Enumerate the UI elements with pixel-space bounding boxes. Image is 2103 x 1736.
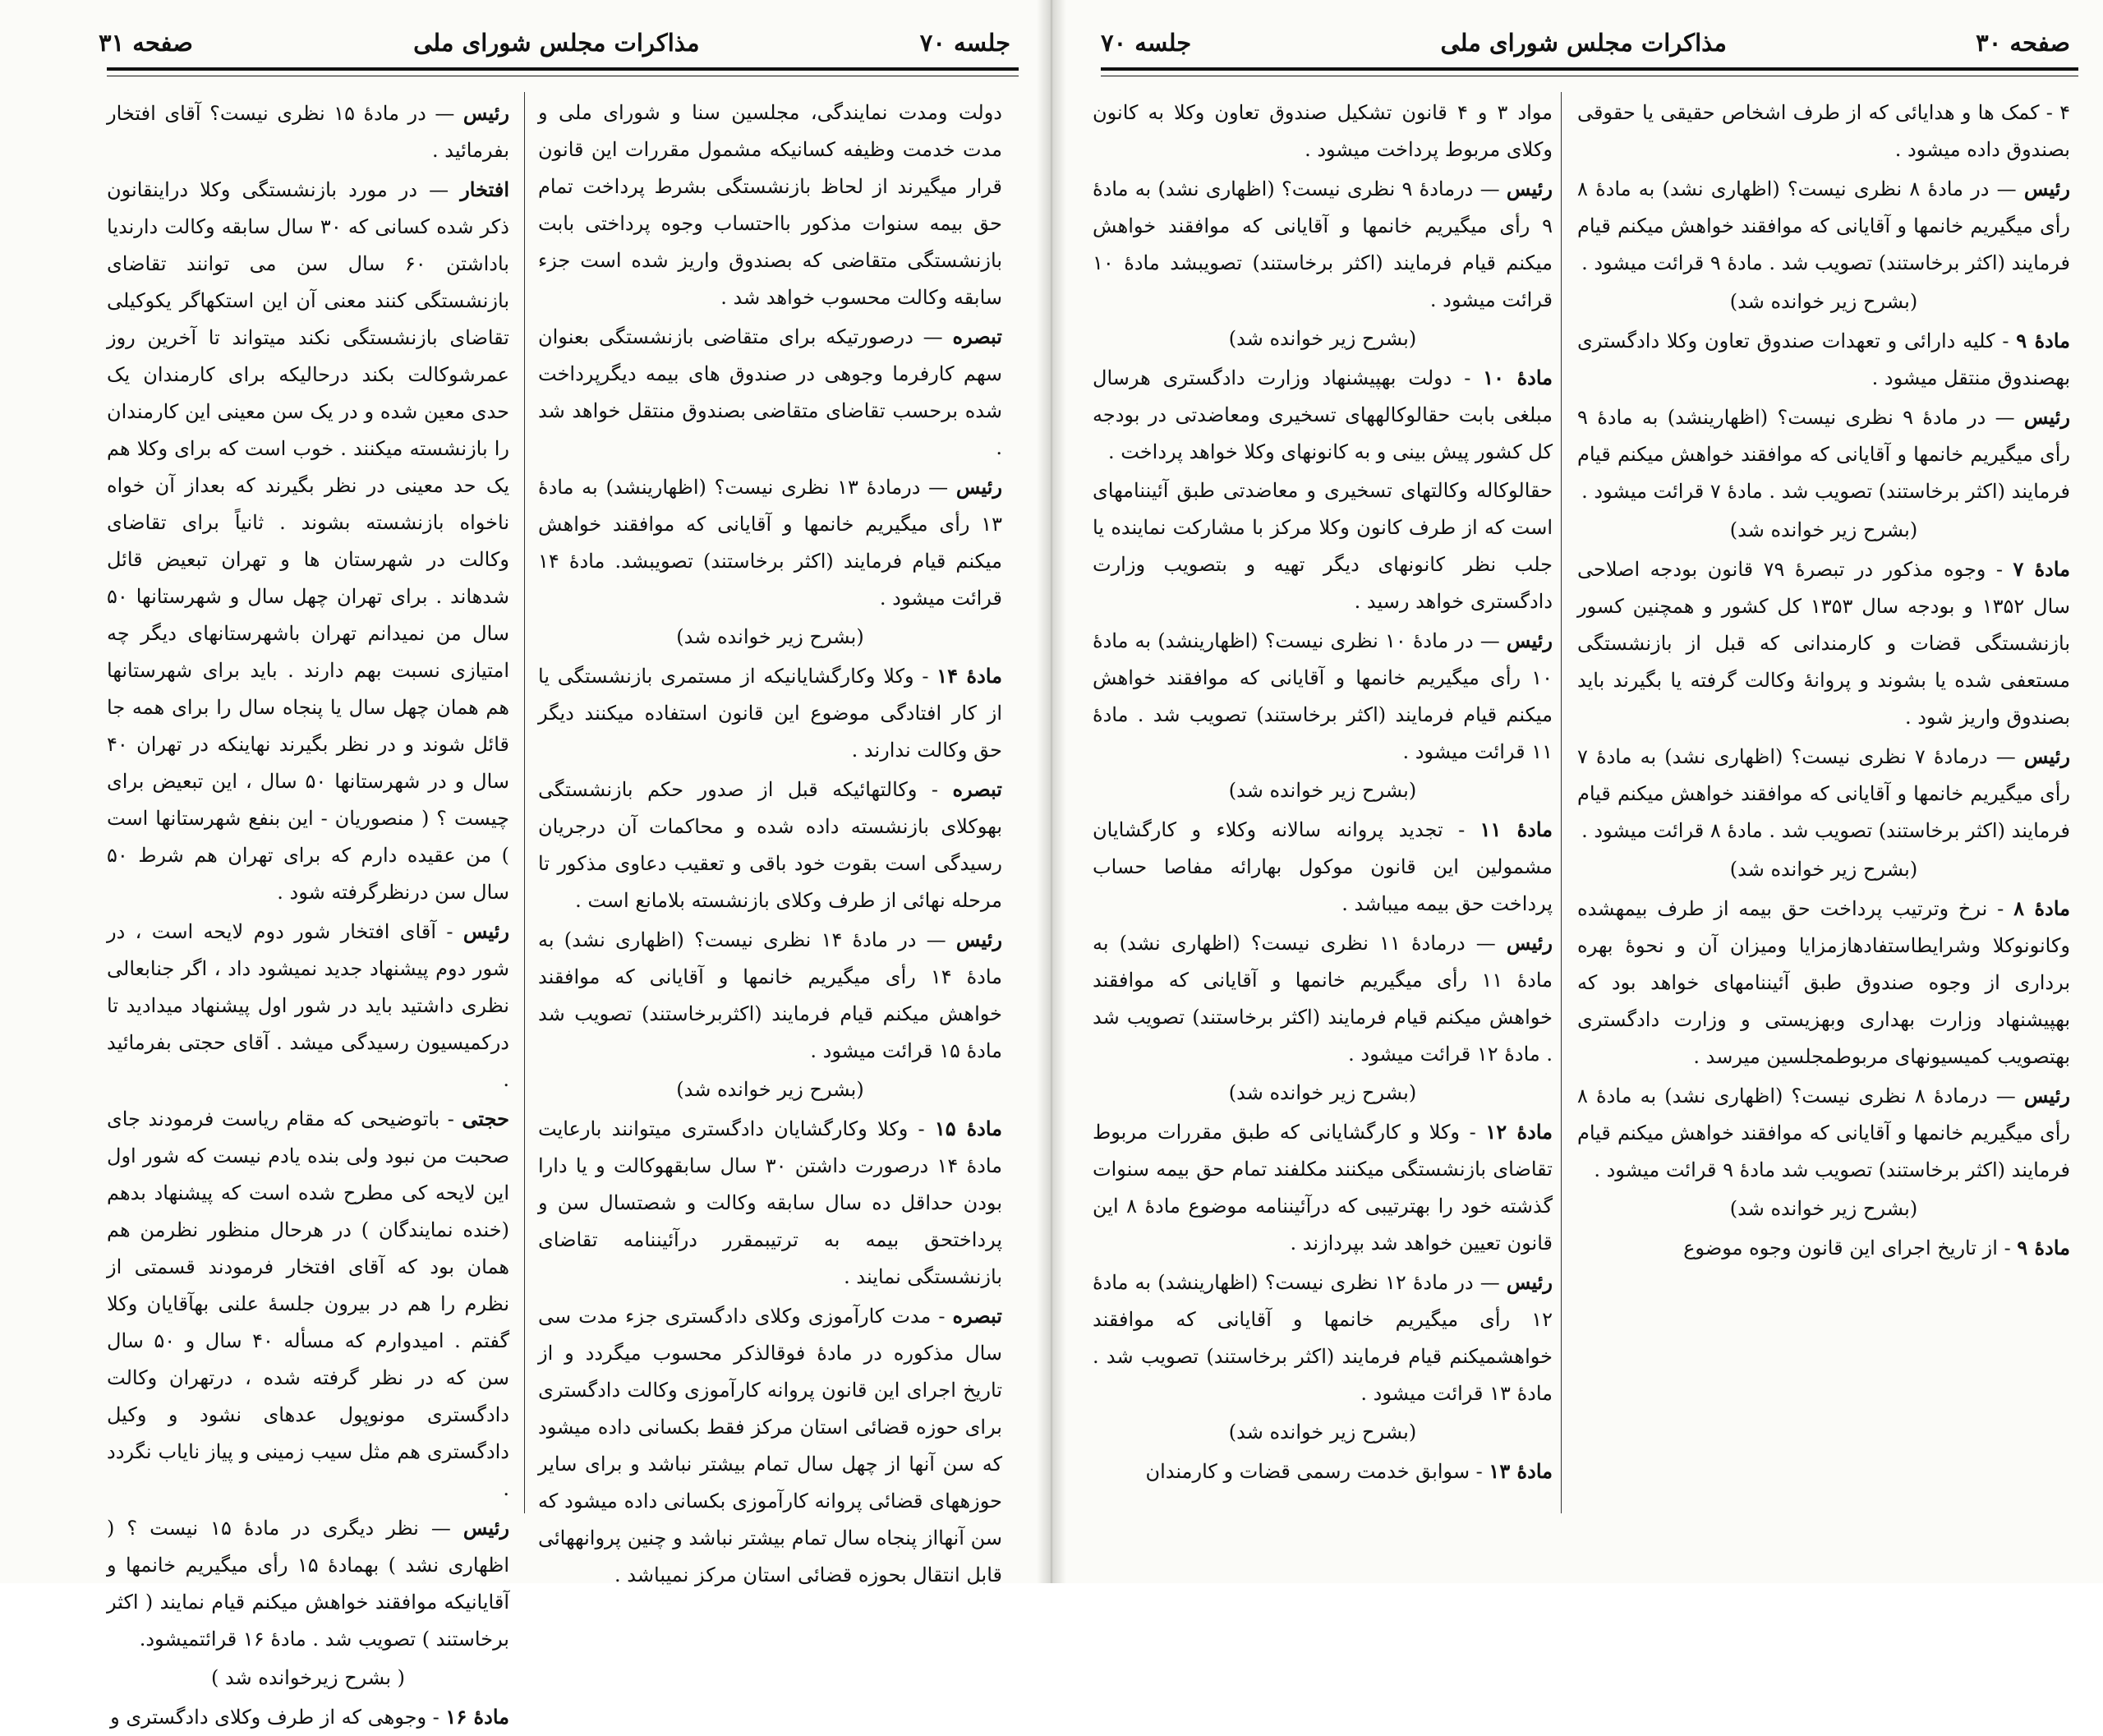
speaker-label: مادهٔ ۹ <box>2017 1236 2070 1259</box>
paragraph-text: - نرخ وترتیب پرداخت حق بیمه از طرف بیمهشده وکانونوکلا وشرایطاستفادهازمزایا ومیزان آن و نحوهٔ بهره برداری از وجوه صندوق طبق آئیننامهای خواهد بود که بهپیشنهاد وزارت بهداری وبهزیستی و وزارت دادگستری بهتصویب کمیسیونهای مربوطمجلسین میرسد . <box>1577 897 2070 1068</box>
paragraph <box>1577 890 2070 1075</box>
paragraph-text: - از تاریخ اجرای این قانون وجوه موضوع <box>1683 1236 2018 1259</box>
paragraph <box>1577 550 2070 736</box>
paragraph-text: — درمادهٔ ۹ نظری نیست؟ (اظهاری نشد) به مادهٔ ۹ رأی میگیریم خانمها و آقایانی که موافقند خواهش میکنم قیام فرمایند (اکثر برخاستند) تصویبشد مادهٔ ۱۰ قرائت میشود . <box>1093 177 1553 311</box>
paragraph-text: (بشرح زیر خوانده شد) <box>1729 858 1918 881</box>
paragraph-text: مواد ۳ و ۴ قانون تشکیل صندوق تعاون وکلا به کانون وکلای مربوط پرداخت میشود . <box>1093 101 1553 161</box>
book-gutter <box>1037 0 1066 1583</box>
paragraph-text: ( بشرح زیرخوانده شد ) <box>210 1666 406 1689</box>
speaker-label: رئیس <box>1506 1270 1553 1294</box>
paragraph-text: — در مادهٔ ۹ نظری نیست؟ (اظهارینشد) به مادهٔ ۹ رأی میگیریم خانمها و آقایانی که موافقند خواهش میکنم قیام فرمایند (اکثر برخاستند) تصویب شد . مادهٔ ۷ قرائت میشود . <box>1577 406 2070 503</box>
paragraph <box>1093 1075 1553 1112</box>
speaker-label: رئیس <box>462 919 509 943</box>
speaker-label: تبصره <box>952 325 1002 348</box>
paragraph-text: - وکلا و کارگشایانی که طبق مقررات مربوط تقاضای بازنشستگی میکنند مکلفند تمام حق بیمه سنوات گذشته خود را بهترتیبی که درآئیننامه موضوع مادهٔ ۸ این قانون تعیین خواهد شد بپردازند . <box>1093 1121 1553 1255</box>
paragraph-text: - دولت بهپیشنهاد وزارت دادگستری هرسال مبلغی بابت حقالوکالههای تسخیری ومعاضدتی در بودجه کل کشور پیش بینی و به کانونهای وکلا خواهد پرداخت . <box>1093 366 1553 463</box>
paragraph-text: — در مورد بازنشستگی وکلا دراینقانون ذکر شده کسانی که ۳۰ سال سابقه وکالت دارندیا باداشتن ۶۰ سال سن می توانند تقاضای بازنشستگی کنند معنی آن این استکهاگر یکوکیلی تقاضای بازنشستگی نکند میتواند تا آخرین روز عمرشوکالت بکند درحالیکه برای کارمندان یک حدی معین شده و در یک سن معینی این کارمندان را بازنشسته میکنند . خوب است که برای وکلا هم یک حد معینی در نظر بگیرند که بعداز آن خواه ناخواه بازنشسته بشوند . ثانیاً برای تقاضای وکالت در شهرستان ها و تهران تبعیض قائل شدهاند . برای تهران چهل سال و شهرستانها ۵۰ سال من نمیدانم تهران باشهرستانهای دیگر چه امتیازی نسبت بهم دارند . باید برای شهرستانها هم همان چهل سال یا پنجاه سال را برای همه جا قائل شوند و در نظر بگیرند نهاینکه در تهران ۴۰ سال و در شهرستانها ۵۰ سال ، این تبعیض برای چیست ؟ ( منصوریان - این بنفع شهرستانها است ) من عقیده دارم که برای تهران هم شرط ۵۰ سال سن درنظرگرفته شود . <box>107 178 509 904</box>
paragraph-text: حقالوکاله وکالتهای تسخیری و معاضدتی طبق آئیننامهای است که از طرف کانون وکلا مرکز با مشارکت نماینده یا جلب نظر کانونهای دیگر تهیه و بتصویب وزارت دادگستری خواهد رسید . <box>1093 479 1553 613</box>
session-number: جلسه ۷۰ <box>919 29 1010 57</box>
paragraph-text: دولت ومدت نمایندگی، مجلسین سنا و شورای ملی و مدت خدمت وظیفه کسانیکه مشمول مقررات این قانون قرار میگیرند از لحاظ بازنشستگی بشرط پرداخت تمام حق بیمه سنوات مذکور بااحتساب وجوه پرداختی بابت بازنشستگی متقاضی که بصندوق واریز شده است جزء سابقه وکالت محسوب خواهد شد . <box>538 101 1002 309</box>
session-number: جلسه ۷۰ <box>1101 29 1192 57</box>
paragraph <box>1093 772 1553 809</box>
paragraph <box>1093 94 1553 168</box>
paragraph-text: - وکلا وکارگشایان دادگستری میتوانند بارعایت مادهٔ ۱۴ درصورت داشتن ۳۰ سال سابقهوکالت و یا دارا بودن حداقل ده سال سابقه وکالت و شصتسال سن و پرداختحق بیمه به ترتیبمقرر درآئیننامه تقاضای بازنشستگی نمایند . <box>538 1117 1002 1288</box>
page-30 <box>1052 0 2103 1583</box>
paragraph <box>538 1297 1002 1594</box>
page-31 <box>0 0 1052 1729</box>
text-column-left <box>107 94 509 1729</box>
speaker-label: مادهٔ ۱۲ <box>1485 1120 1553 1144</box>
header-rule <box>1101 67 2078 71</box>
paragraph-text: - مدت کارآموزی وکلای دادگستری جزء مدت سی سال مذکوره در مادهٔ فوقالذکر محسوب میگردد و از تاریخ اجرای این قانون پروانه کارآموزی وکالت دادگستری برای حوزه قضائی استان مرکز فقط بکسانی داده میشود که سن آنها از چهل سال تمام بیشتر نباشد و برای سایر حوزههای قضائی پروانه کارآموزی بکسانی داده میشود که سن آنهااز پنجاه سال تمام بیشتر نباشد و چنین پروانههائی قابل انتقال بحوزه قضائی استان مرکز نمیباشد . <box>538 1305 1002 1586</box>
column-divider <box>1561 92 1562 1513</box>
paragraph <box>107 171 509 911</box>
page-header <box>99 25 1010 61</box>
paragraph-text: — در مادهٔ ۱۴ نظری نیست؟ (اظهاری نشد) به مادهٔ ۱۴ رأی میگیریم خانمها و آقایانی که موافقند خواهش میکنم قیام فرمایند (اکثربرخاستند) تصویب شد مادهٔ ۱۵ قرائت میشود . <box>538 928 1002 1062</box>
paragraph-text: (بشرح زیر خوانده شد) <box>1228 327 1417 350</box>
speaker-label: مادهٔ ۷ <box>2013 557 2070 581</box>
paragraph <box>1093 924 1553 1073</box>
page-header <box>1101 25 2070 61</box>
paragraph <box>1577 851 2070 888</box>
paragraph <box>1093 1264 1553 1412</box>
paragraph-text: — در مادهٔ ۱۲ نظری نیست؟ (اظهارینشد) به مادهٔ ۱۲ رأی میگیریم خانمها و آقایانی که موافقند خواهشمیکنم قیام فرمایند (اکثر برخاستند) تصویب شد . مادهٔ ۱۳ قرائت میشود . <box>1093 1271 1553 1405</box>
paragraph-text: (بشرح زیر خوانده شد) <box>1729 518 1918 541</box>
paragraph-text: - وجوهی که از طرف وکلای دادگستری و <box>110 1706 446 1729</box>
paragraph <box>1577 322 2070 397</box>
paragraph-text: (بشرح زیر خوانده شد) <box>1228 779 1417 802</box>
speaker-label: رئیس <box>2023 744 2071 768</box>
paragraph <box>1577 738 2070 850</box>
paragraph-text: - وکالتهائیکه قبل از صدور حکم بازنشستگی بهوکلای بازنشسته داده شده و محاکمات آن درجریان رسیدگی است بقوت خود باقی و تعقیب دعاوی مذکور تا مرحله نهائی از طرف وکلای بازنشسته بلامانع است . <box>538 778 1002 912</box>
speaker-label: حجتی <box>462 1107 509 1130</box>
paragraph <box>1577 94 2070 168</box>
paragraph-text: - تجدید پروانه سالانه وکلاء و کارگشایان مشمولین این قانون موکول بهارائه مفاصا حساب پرداخت حق بیمه میباشد . <box>1093 818 1553 915</box>
speaker-label: رئیس <box>955 475 1003 499</box>
speaker-label: رئیس <box>2023 405 2070 429</box>
paragraph <box>538 1110 1002 1296</box>
paragraph <box>1093 1113 1553 1262</box>
page-number: صفحه ۳۰ <box>1976 29 2070 57</box>
paragraph <box>107 1509 509 1658</box>
paragraph-text: - وکلا وکارگشایانیکه از مستمری بازنشستگی یا از کار افتادگی موضوع این قانون استفاده میکنند دیگر حق وکالت ندارند . <box>538 665 1002 762</box>
paragraph <box>1093 811 1553 923</box>
speaker-label: تبصره <box>952 1304 1002 1328</box>
paragraph <box>1093 472 1553 620</box>
speaker-label: مادهٔ ۱۵ <box>934 1117 1002 1140</box>
speaker-label: مادهٔ ۹ <box>2016 329 2070 352</box>
speaker-label: افتخار <box>460 177 509 201</box>
paragraph <box>1093 1453 1553 1490</box>
paragraph <box>107 1698 509 1736</box>
paragraph-text: (بشرح زیر خوانده شد) <box>1729 290 1918 313</box>
paragraph <box>538 619 1002 656</box>
text-column-right <box>1577 94 2070 1517</box>
paragraph <box>1577 283 2070 320</box>
paragraph-text: - آقای افتخار شور دوم لایحه است ، در شور دوم پیشنهاد جدید نمیشود داد ، اگر جنابعالی نظری داشتید باید در شور اول پیشنهاد میدادید تا درکمیسیون رسیدگی میشد . آقای حجتی بفرمائید . <box>107 920 509 1091</box>
speaker-label: مادهٔ ۱۰ <box>1483 366 1553 389</box>
page-number: صفحه ۳۱ <box>99 29 193 57</box>
paragraph <box>107 1100 509 1508</box>
speaker-label: رئیس <box>2023 177 2070 200</box>
paragraph <box>1093 320 1553 357</box>
paragraph-text: — در مادهٔ ۸ نظری نیست؟ (اظهاری نشد) به مادهٔ ۸ رأی میگیریم خانمها و آقایانی که موافقند خواهش میکنم قیام فرمایند (اکثر برخاستند) تصویب شد . مادهٔ ۹ قرائت میشود . <box>1577 177 2070 274</box>
paragraph <box>1577 1190 2070 1227</box>
paragraph-text: ۴ - کمک ها و هدایائی که از طرف اشخاص حقیقی یا حقوقی بصندوق داده میشود . <box>1577 101 2070 161</box>
paragraph-text: — درمادهٔ ۱۳ نظری نیست؟ (اظهارینشد) به مادهٔ ۱۳ رأی میگیریم خانمها و آقایانی که موافقند خواهش میکنم قیام فرمایند (اکثر برخاستند) تصویبشد. مادهٔ ۱۴ قرائت میشود . <box>538 476 1002 610</box>
speaker-label: رئیس <box>462 1516 509 1540</box>
paragraph-text: — در مادهٔ ۱۰ نظری نیست؟ (اظهارینشد) به مادهٔ ۱۰ رأی میگیریم خانمها و آقایانی که موافقند خواهش میکنم قیام فرمایند (اکثر برخاستند) تصویب شد . مادهٔ ۱۱ قرائت میشود . <box>1093 629 1553 763</box>
speaker-label: رئیس <box>955 928 1002 951</box>
speaker-label: رئیس <box>1506 931 1553 955</box>
paragraph <box>1093 1414 1553 1451</box>
paragraph-text: - سوابق خدمت رسمی قضات و کارمندان <box>1145 1460 1489 1483</box>
paragraph-text: — درمادهٔ ۸ نظری نیست؟ (اظهاری نشد) به مادهٔ ۸ رأی میگیریم خانمها و آقایانی که موافقند خواهش میکنم قیام فرمایند (اکثر برخاستند) تصویب شد مادهٔ ۹ قرائت میشود . <box>1577 1084 2070 1181</box>
speaker-label: مادهٔ ۸ <box>2013 896 2070 920</box>
paragraph-text: - وجوه مذکور در تبصرهٔ ۷۹ قانون بودجه اصلاحی سال ۱۳۵۲ و بودجه سال ۱۳۵۳ کل کشور و همچنین کسور بازنشستگی قضات و کارمندانی که قبل از بازنشستگی مستعفی شده یا بشوند و پروانهٔ وکالت گرفته یا بگیرند باید بصندوق واریز شود . <box>1577 558 2071 729</box>
paragraph-text: - باتوضیحی که مقام ریاست فرمودند جای صحبت من نبود ولی بنده یادم نیست که شور اول این لایحه کی مطرح شده است که پیشنهاد بدهم (خنده نمایندگان ) در هرحال منظور نظرمن هم همان بود که آقای افتخار فرمودند قسمتی از نظرم را هم در بیرون جلسهٔ علنی بهآقایان وکلا گفتم . امیدوارم که مسأله ۴۰ سال و ۵۰ سال سن که در نظر گرفته شده ، درتهران وکالت دادگستری مونوپول عدهای نشود و وکیل دادگستری هم مثل سیب زمینی و پیاز نایاب نگردد . <box>107 1107 509 1500</box>
paragraph-text: (بشرح زیر خوانده شد) <box>1228 1421 1417 1444</box>
paragraph <box>538 771 1002 919</box>
paragraph-text: (بشرح زیر خوانده شد) <box>676 625 864 648</box>
text-column-left <box>1093 94 1553 1517</box>
speaker-label: رئیس <box>1506 177 1553 200</box>
speaker-label: مادهٔ ۱۶ <box>445 1705 509 1729</box>
paragraph <box>1577 170 2070 282</box>
paragraph <box>107 913 509 1098</box>
speaker-label: رئیس <box>2023 1084 2071 1107</box>
paragraph <box>1577 512 2070 549</box>
text-column-right <box>538 94 1003 1586</box>
paragraph <box>1093 622 1553 771</box>
speaker-label: مادهٔ ۱۱ <box>1479 817 1553 841</box>
speaker-label: رئیس <box>462 101 509 125</box>
paragraph <box>538 94 1002 316</box>
paragraph-text: — درمادهٔ ۱۱ نظری نیست؟ (اظهاری نشد) به مادهٔ ۱۱ رأی میگیریم خانمها و آقایانی که موافقند خواهش میکنم قیام فرمایند (اکثر برخاستند) تصویب شد . مادهٔ ۱۲ قرائت میشود . <box>1093 932 1553 1066</box>
paragraph-text: (بشرح زیر خوانده شد) <box>676 1078 864 1101</box>
paragraph-text: (بشرح زیر خوانده شد) <box>1228 1081 1417 1104</box>
paragraph <box>1577 398 2070 510</box>
paragraph <box>538 921 1002 1070</box>
paragraph <box>107 1660 509 1697</box>
paragraph-text: - کلیه دارائی و تعهدات صندوق تعاون وکلا دادگستری بهصندوق منتقل میشود . <box>1577 329 2070 389</box>
paragraph-text: — نظر دیگری در مادهٔ ۱۵ نیست ؟ ( اظهاری نشد ) بهمادهٔ ۱۵ رأی میگیریم خانمها و آقایانیکه موافقند خواهش میکنم قیام نمایند ( اکثر برخاستند ) تصویب شد . مادهٔ ۱۶ قرائتمیشود. <box>107 1517 509 1651</box>
speaker-label: مادهٔ ۱۴ <box>936 664 1002 688</box>
paragraph-text: — درصورتیکه برای متقاضی بازنشستگی بعنوان سهم کارفرما وجوهی در صندوق های بیمه دیگرپرداخت شده برحسب تقاضای متقاضی بصندوق منتقل خواهد شد . <box>538 325 1002 459</box>
speaker-label: رئیس <box>1506 629 1553 652</box>
header-rule <box>107 67 1019 71</box>
paragraph <box>107 94 509 169</box>
paragraph <box>538 657 1002 769</box>
speaker-label: مادهٔ ۱۳ <box>1489 1459 1553 1483</box>
journal-title: مذاکرات مجلس شورای ملی <box>1440 29 1727 57</box>
paragraph <box>1577 1077 2070 1189</box>
paragraph <box>538 1071 1002 1108</box>
paragraph <box>538 318 1002 467</box>
paragraph <box>538 468 1002 617</box>
paragraph <box>1093 170 1553 319</box>
paragraph-text: (بشرح زیر خوانده شد) <box>1729 1197 1918 1220</box>
paragraph-text: — درمادهٔ ۷ نظری نیست؟ (اظهاری نشد) به مادهٔ ۷ رأی میگیریم خانمها و آقایانی که موافقند خواهش میکنم قیام فرمایند (اکثر برخاستند) تصویب شد . مادهٔ ۸ قرائت میشود . <box>1577 745 2070 842</box>
journal-title: مذاکرات مجلس شورای ملی <box>413 29 700 57</box>
paragraph <box>1093 359 1553 471</box>
speaker-label: تبصره <box>952 777 1002 801</box>
paragraph-text: — در مادهٔ ۱۵ نظری نیست؟ آقای افتخار بفرمائید . <box>107 102 509 162</box>
column-divider <box>524 92 525 1513</box>
paragraph <box>1577 1229 2070 1267</box>
